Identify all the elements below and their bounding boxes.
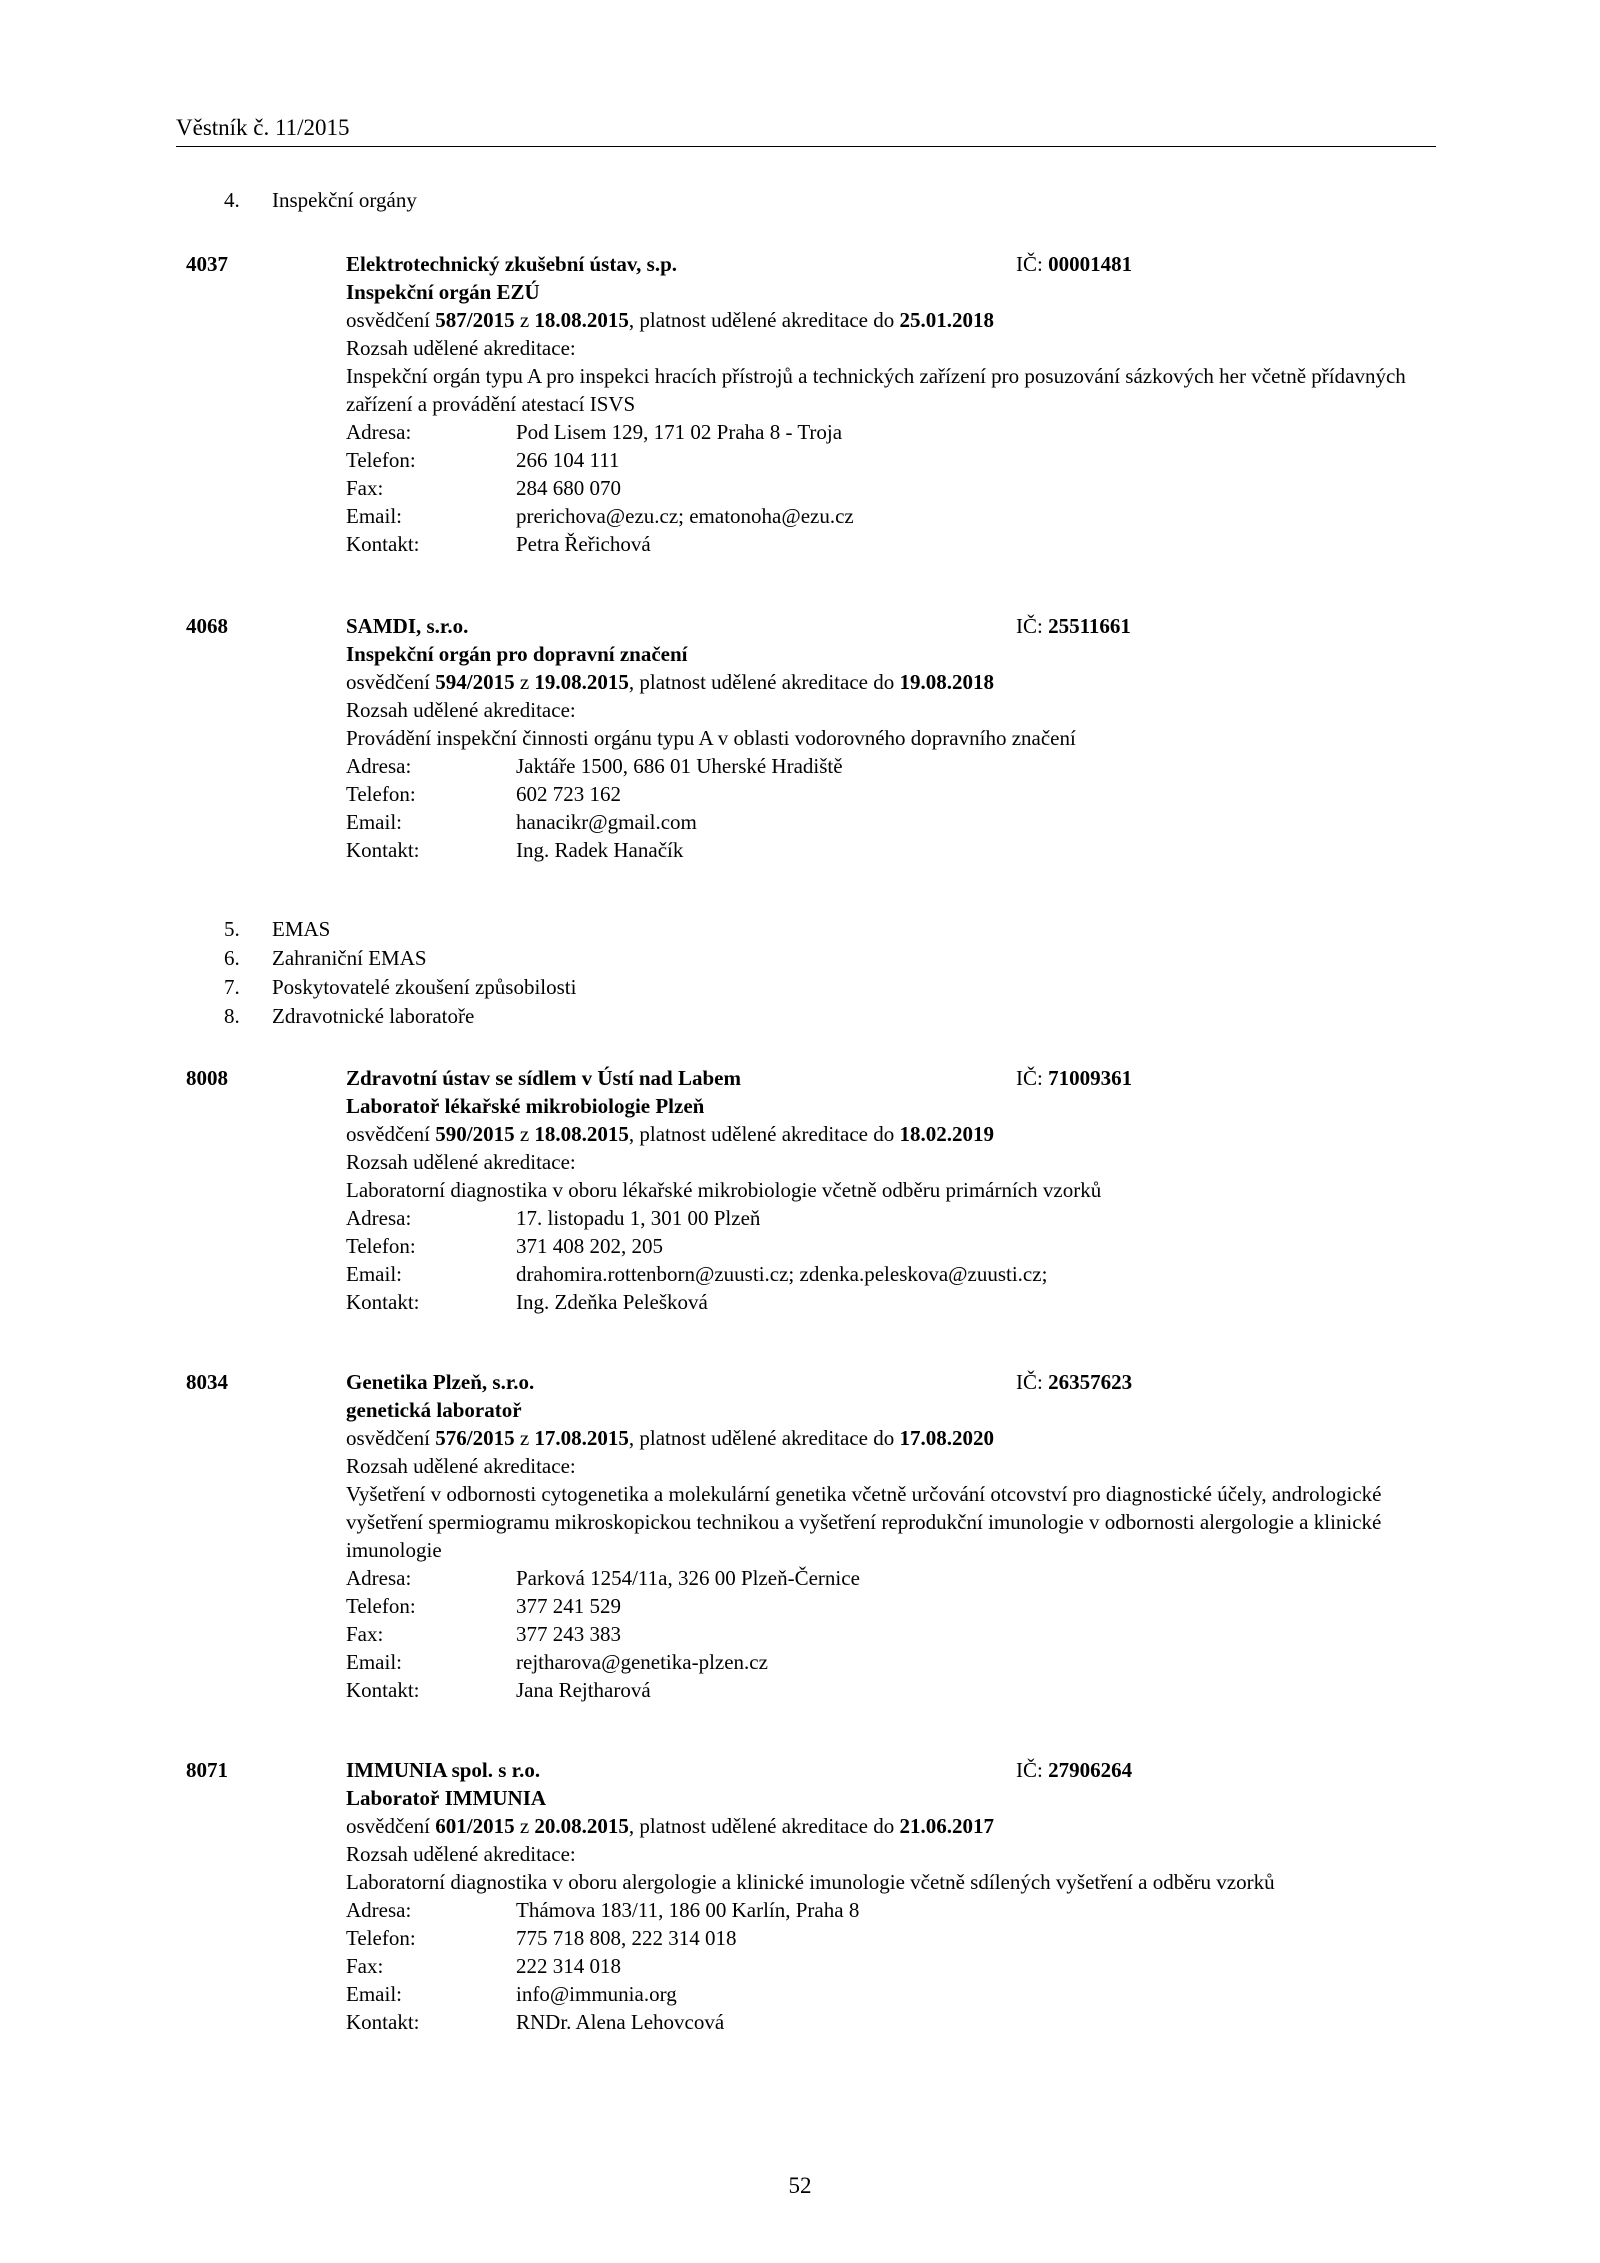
email-value: rejtharova@genetika-plzen.cz <box>516 1650 768 1674</box>
contact-label: Kontakt: <box>346 2010 420 2034</box>
entry-code: 8008 <box>186 1066 228 1090</box>
organization-name: SAMDI, s.r.o. <box>346 614 469 638</box>
certificate-line <box>346 1424 1406 1452</box>
valid-until: 25.01.2018 <box>899 308 994 332</box>
email-label: Email: <box>346 810 402 834</box>
phone-row <box>346 1592 1406 1620</box>
address-label: Adresa: <box>346 1566 412 1590</box>
contact-row <box>346 1288 1406 1316</box>
email-label: Email: <box>346 504 402 528</box>
contact-label: Kontakt: <box>346 1290 420 1314</box>
email-value: hanacikr@gmail.com <box>516 810 697 834</box>
contact-label: Kontakt: <box>346 532 420 556</box>
entry-body <box>346 1368 1406 1704</box>
fax-label: Fax: <box>346 476 384 500</box>
phone-value: 266 104 111 <box>516 448 620 472</box>
certificate-line <box>346 1812 1406 1840</box>
email-row <box>346 1648 1406 1676</box>
certificate-line <box>346 1120 1406 1148</box>
address-label: Adresa: <box>346 420 412 444</box>
organization-name: Genetika Plzeň, s.r.o. <box>346 1370 535 1394</box>
entry-body <box>346 612 1406 864</box>
phone-value: 775 718 808, 222 314 018 <box>516 1926 737 1950</box>
certificate-date: 17.08.2015 <box>534 1426 629 1450</box>
certificate-z: z <box>514 670 535 694</box>
unit-name: Inspekční orgán pro dopravní značení <box>346 642 688 666</box>
section-label: EMAS <box>272 917 331 941</box>
certificate-prefix: osvědčení <box>346 1122 436 1146</box>
phone-value: 371 408 202, 205 <box>516 1234 663 1258</box>
section-label: Poskytovatelé zkoušení způsobilosti <box>272 975 577 999</box>
scope-label: Rozsah udělené akreditace: <box>346 1842 576 1866</box>
entry-body <box>346 1756 1406 2036</box>
address-value: Jaktáře 1500, 686 01 Uherské Hradiště <box>516 754 843 778</box>
entry-code: 4037 <box>186 252 228 276</box>
ico-value: 71009361 <box>1048 1066 1133 1090</box>
email-value: drahomira.rottenborn@zuusti.cz; zdenka.peleskova@zuusti.cz; <box>516 1262 1048 1286</box>
page-header-title: Věstník č. 11/2015 <box>176 115 350 140</box>
address-value: Thámova 183/11, 186 00 Karlín, Praha 8 <box>516 1898 860 1922</box>
contact-row <box>346 836 1406 864</box>
certificate-z: z <box>514 308 535 332</box>
contact-value: Ing. Zdeňka Pelešková <box>516 1290 708 1314</box>
ico-label: IČ: <box>1016 252 1049 276</box>
certificate-prefix: osvědčení <box>346 670 436 694</box>
address-row <box>346 752 1406 780</box>
contact-row <box>346 530 1406 558</box>
scope-label: Rozsah udělené akreditace: <box>346 336 576 360</box>
email-row <box>346 808 1406 836</box>
address-row <box>346 418 1406 446</box>
contact-row <box>346 2008 1406 2036</box>
address-row <box>346 1564 1406 1592</box>
certificate-date: 20.08.2015 <box>534 1814 629 1838</box>
entry-code: 8034 <box>186 1370 228 1394</box>
certificate-number: 587/2015 <box>435 308 515 332</box>
organization-name: IMMUNIA spol. s r.o. <box>346 1758 541 1782</box>
phone-value: 377 241 529 <box>516 1594 621 1618</box>
certificate-number: 576/2015 <box>435 1426 515 1450</box>
scope-label: Rozsah udělené akreditace: <box>346 1454 576 1478</box>
fax-value: 284 680 070 <box>516 476 621 500</box>
email-value: info@immunia.org <box>516 1982 677 2006</box>
ico-label: IČ: <box>1016 1066 1049 1090</box>
scope-text: Provádění inspekční činnosti orgánu typu A v oblasti vodorovného dopravního značení <box>346 726 1076 750</box>
address-row <box>346 1204 1406 1232</box>
section-number: 7. <box>224 975 240 999</box>
certificate-date: 18.08.2015 <box>534 1122 629 1146</box>
certificate-prefix: osvědčení <box>346 1814 436 1838</box>
contact-label: Kontakt: <box>346 838 420 862</box>
entry-code: 4068 <box>186 614 228 638</box>
section-number: 6. <box>224 946 240 970</box>
organization-name: Zdravotní ústav se sídlem v Ústí nad Labem <box>346 1066 741 1090</box>
certificate-z: z <box>514 1814 535 1838</box>
validity-label: , platnost udělené akreditace do <box>628 1122 900 1146</box>
scope-text: Inspekční orgán typu A pro inspekci hracích přístrojů a technických zařízení pro posuzování sázkových her včetně přídavných zařízení a provádění atestací ISVS <box>346 364 1406 416</box>
certificate-prefix: osvědčení <box>346 1426 436 1450</box>
email-row <box>346 1260 1406 1288</box>
unit-name: Inspekční orgán EZÚ <box>346 280 540 304</box>
email-row <box>346 502 1406 530</box>
ico-label: IČ: <box>1016 1758 1049 1782</box>
unit-name: Laboratoř lékařské mikrobiologie Plzeň <box>346 1094 705 1118</box>
fax-value: 377 243 383 <box>516 1622 621 1646</box>
address-value: 17. listopadu 1, 301 00 Plzeň <box>516 1206 761 1230</box>
address-value: Parková 1254/11a, 326 00 Plzeň-Černice <box>516 1566 860 1590</box>
validity-label: , platnost udělené akreditace do <box>628 1814 900 1838</box>
certificate-number: 601/2015 <box>435 1814 515 1838</box>
contact-row <box>346 1676 1406 1704</box>
email-label: Email: <box>346 1262 402 1286</box>
fax-value: 222 314 018 <box>516 1954 621 1978</box>
certificate-z: z <box>514 1122 535 1146</box>
certificate-line <box>346 306 1406 334</box>
address-label: Adresa: <box>346 1206 412 1230</box>
phone-label: Telefon: <box>346 448 416 472</box>
ico-value: 27906264 <box>1048 1758 1133 1782</box>
ico-label: IČ: <box>1016 1370 1049 1394</box>
certificate-date: 19.08.2015 <box>534 670 629 694</box>
email-row <box>346 1980 1406 2008</box>
unit-name: genetická laboratoř <box>346 1398 522 1422</box>
contact-value: Ing. Radek Hanačík <box>516 838 684 862</box>
certificate-line <box>346 668 1406 696</box>
contact-value: RNDr. Alena Lehovcová <box>516 2010 725 2034</box>
ico-value: 00001481 <box>1048 252 1133 276</box>
address-label: Adresa: <box>346 754 412 778</box>
certificate-number: 594/2015 <box>435 670 515 694</box>
email-label: Email: <box>346 1650 402 1674</box>
validity-label: , platnost udělené akreditace do <box>628 670 900 694</box>
contact-value: Petra Řeřichová <box>516 532 651 556</box>
organization-name: Elektrotechnický zkušební ústav, s.p. <box>346 252 678 276</box>
section-number: 5. <box>224 917 240 941</box>
scope-text: Laboratorní diagnostika v oboru alergologie a klinické imunologie včetně sdílených vyšetření a odběru vzorků <box>346 1870 1275 1894</box>
section-label: Zahraniční EMAS <box>272 946 427 970</box>
fax-row <box>346 474 1406 502</box>
phone-label: Telefon: <box>346 1234 416 1258</box>
section-number: 4. <box>224 188 240 212</box>
header-rule <box>176 146 1436 147</box>
phone-row <box>346 780 1406 808</box>
valid-until: 18.02.2019 <box>899 1122 994 1146</box>
fax-label: Fax: <box>346 1954 384 1978</box>
valid-until: 21.06.2017 <box>899 1814 994 1838</box>
address-value: Pod Lisem 129, 171 02 Praha 8 - Troja <box>516 420 843 444</box>
contact-value: Jana Rejtharová <box>516 1678 651 1702</box>
phone-value: 602 723 162 <box>516 782 621 806</box>
unit-name: Laboratoř IMMUNIA <box>346 1786 547 1810</box>
validity-label: , platnost udělené akreditace do <box>628 308 900 332</box>
email-value: prerichova@ezu.cz; ematonoha@ezu.cz <box>516 504 854 528</box>
valid-until: 17.08.2020 <box>899 1426 994 1450</box>
phone-label: Telefon: <box>346 782 416 806</box>
entry-body <box>346 1064 1406 1316</box>
ico-label: IČ: <box>1016 614 1049 638</box>
section-label: Zdravotnické laboratoře <box>272 1004 475 1028</box>
certificate-date: 18.08.2015 <box>534 308 629 332</box>
scope-label: Rozsah udělené akreditace: <box>346 1150 576 1174</box>
page-number: 52 <box>788 2173 812 2198</box>
entry-body <box>346 250 1406 558</box>
certificate-number: 590/2015 <box>435 1122 515 1146</box>
valid-until: 19.08.2018 <box>899 670 994 694</box>
email-label: Email: <box>346 1982 402 2006</box>
scope-label: Rozsah udělené akreditace: <box>346 698 576 722</box>
validity-label: , platnost udělené akreditace do <box>628 1426 900 1450</box>
phone-label: Telefon: <box>346 1926 416 1950</box>
section-label: Inspekční orgány <box>272 188 417 212</box>
ico-value: 26357623 <box>1048 1370 1133 1394</box>
fax-row <box>346 1952 1406 1980</box>
contact-label: Kontakt: <box>346 1678 420 1702</box>
ico-value: 25511661 <box>1048 614 1131 638</box>
phone-row <box>346 446 1406 474</box>
phone-row <box>346 1232 1406 1260</box>
certificate-z: z <box>514 1426 535 1450</box>
scope-text: Laboratorní diagnostika v oboru lékařské mikrobiologie včetně odběru primárních vzorků <box>346 1178 1102 1202</box>
address-label: Adresa: <box>346 1898 412 1922</box>
scope-text: Vyšetření v odbornosti cytogenetika a molekulární genetika včetně určování otcovství pro diagnostické účely, andrologické vyšetření spermiogramu mikroskopickou technikou a vyšetření reprodukční imunologie v odbornosti alergologie a klinické imunologie <box>346 1482 1382 1562</box>
address-row <box>346 1896 1406 1924</box>
phone-row <box>346 1924 1406 1952</box>
certificate-prefix: osvědčení <box>346 308 436 332</box>
entry-code: 8071 <box>186 1758 228 1782</box>
section-number: 8. <box>224 1004 240 1028</box>
fax-label: Fax: <box>346 1622 384 1646</box>
fax-row <box>346 1620 1406 1648</box>
phone-label: Telefon: <box>346 1594 416 1618</box>
